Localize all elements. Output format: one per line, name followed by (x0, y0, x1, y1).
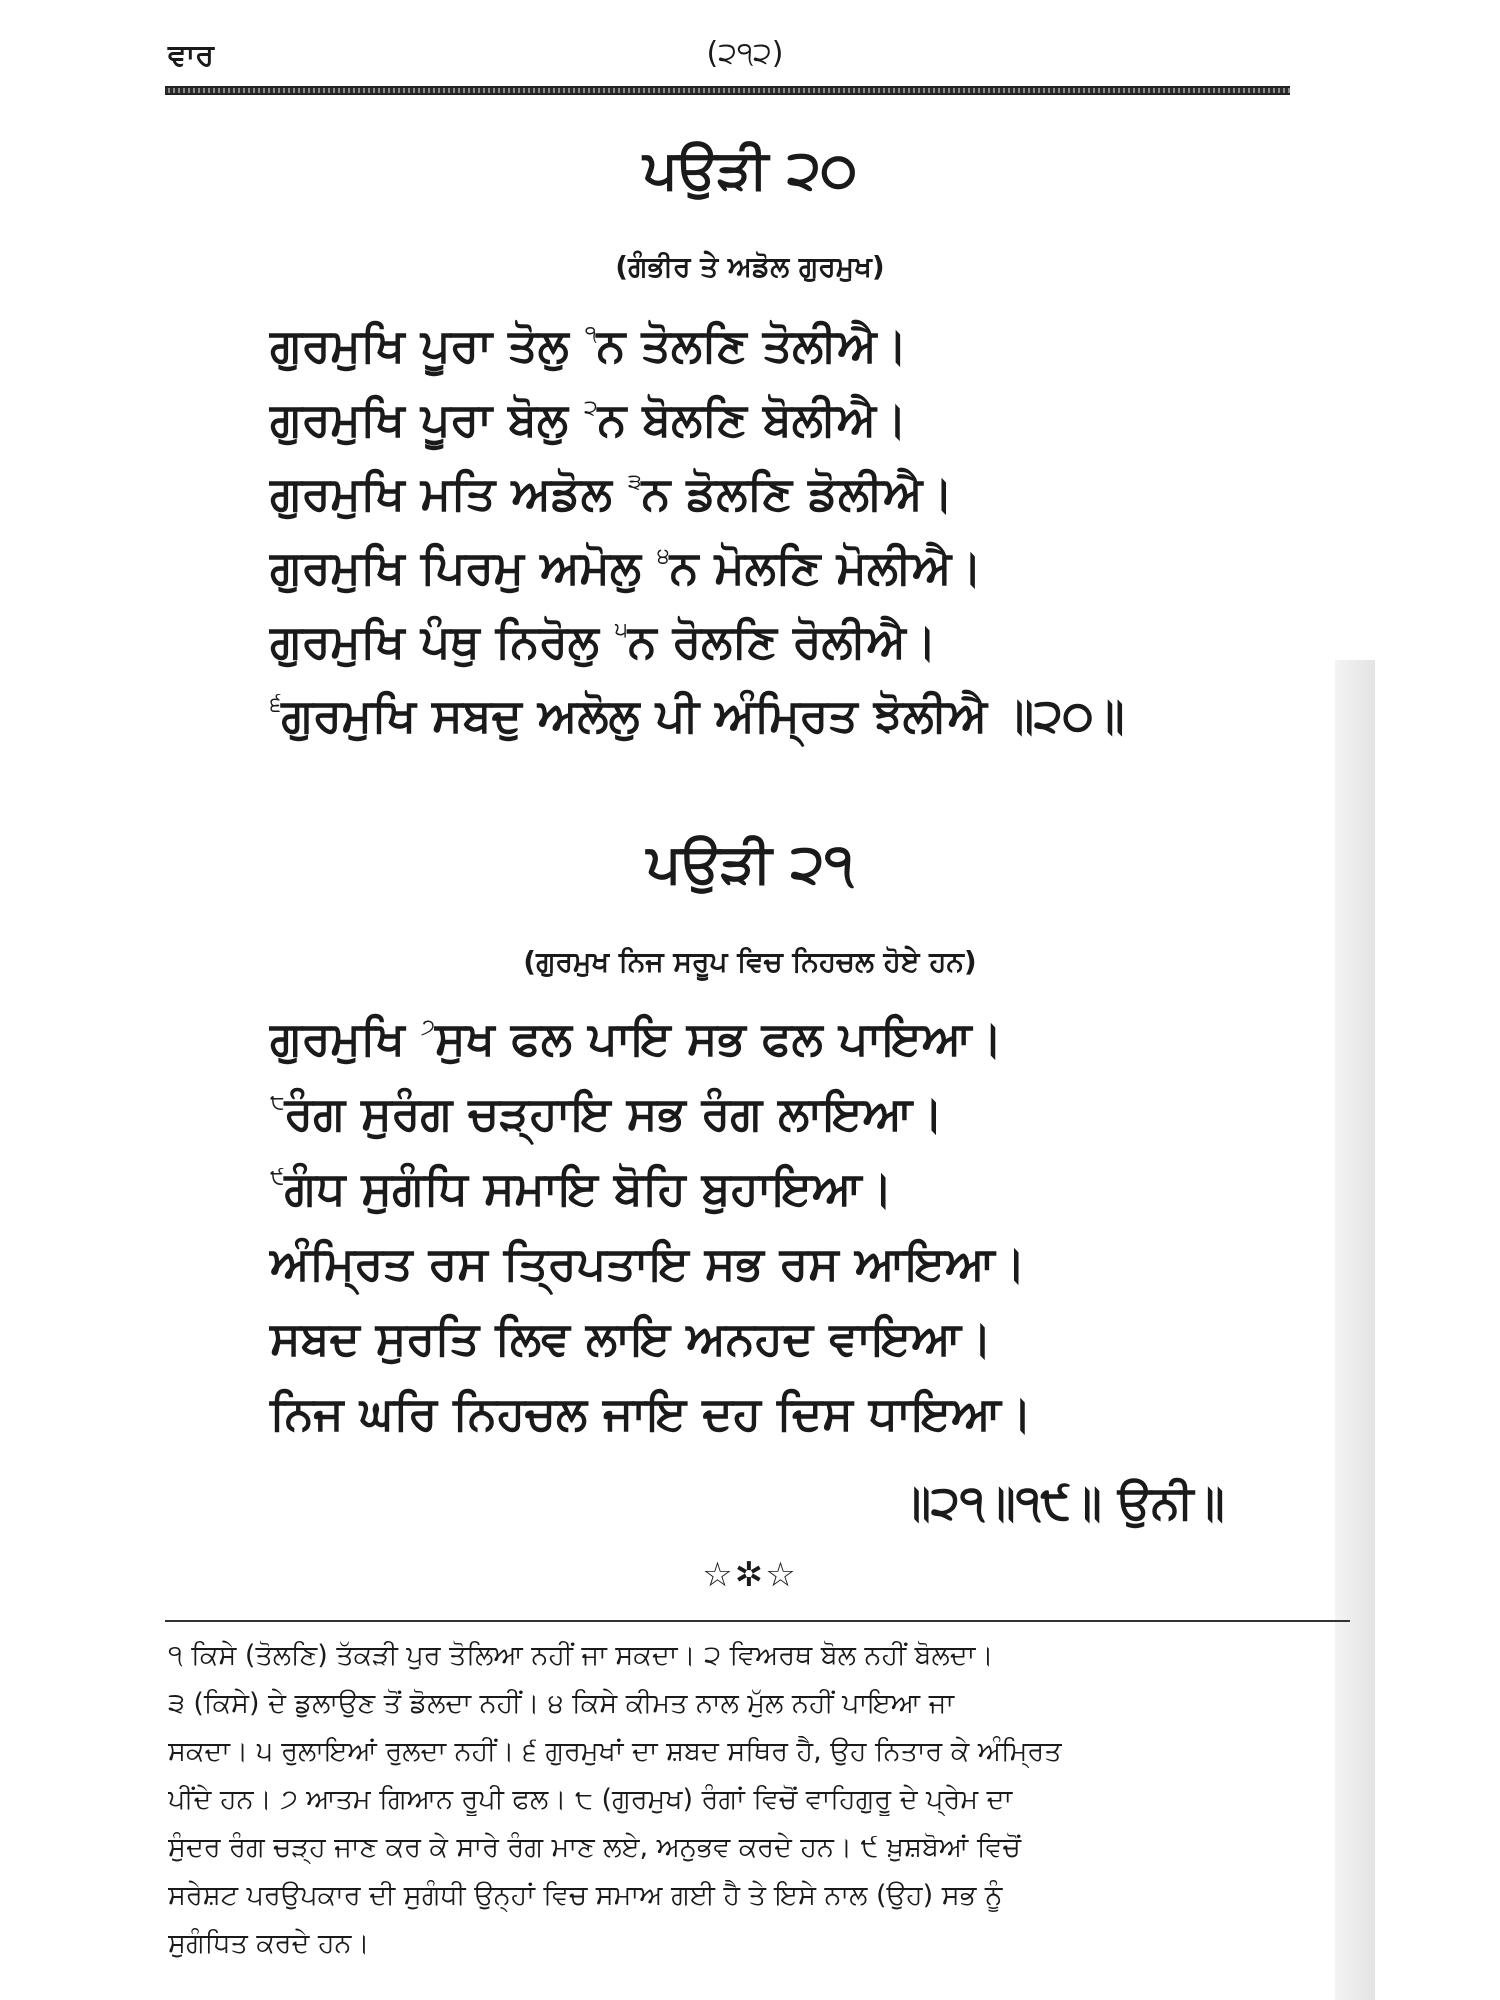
verse-text: ਨਿਜ ਘਰਿ ਨਿਹਚਲ ਜਾਇ ਦਹ ਦਿਸ ਧਾਇਆ। (270, 1386, 1033, 1440)
footnote-marker: ੯ (270, 1165, 285, 1190)
star-ornament-icon: ☆✲☆ (702, 1555, 798, 1595)
pauri-21-line-4 (270, 1236, 1270, 1290)
pauri-21-title: ਪਉੜੀ ੨੧ (646, 832, 854, 895)
pauri-20-line-6 (270, 688, 1350, 742)
pauri-20-line-2 (270, 392, 1270, 446)
pauri-21-closing: ॥੨੧॥੧੯॥ ਉਨੀ॥ (900, 1475, 1225, 1529)
pauri-20-line-1 (270, 318, 1270, 372)
footnote-marker: ੧ (584, 322, 597, 347)
footnote-line: ਸੁੰਦਰ ਰੰਗ ਚੜ੍ਹ ਜਾਣ ਕਰ ਕੇ ਸਾਰੇ ਰੰਗ ਮਾਣ ਲਏ, ਅਨੁਭਵ ਕਰਦੇ ਹਨ। ੯ ਖ਼ੁਸ਼ਬੋਆਂ ਵਿਚੋਂ (168, 1832, 1021, 1863)
verse-text: ਰੰਗ ਸੁਰੰਗ ਚੜ੍ਹਾਇ ਸਭ ਰੰਗ ਲਾਇਆ। (284, 1086, 944, 1140)
pauri-21-line-1 (270, 1011, 1270, 1065)
footnote-line: ਸਰੇਸ਼ਟ ਪਰਉਪਕਾਰ ਦੀ ਸੁਗੰਧੀ ਉਨ੍ਹਾਂ ਵਿਚ ਸਮਾਅ ਗਈ ਹੈ ਤੇ ਇਸੇ ਨਾਲ (ਉਹ) ਸਭ ਨੂੰ (168, 1880, 1003, 1911)
verse-text: ਗੁਰਮੁਖਿ ਪਿਰਮੁ ਅਮੋਲੁ (270, 540, 658, 594)
verse-text: ਨ ਮੋਲਣਿ ਮੋਲੀਐ। (669, 540, 983, 594)
verse-text: ਗੁਰਮੁਖਿ ਸਬਦੁ ਅਲੋਲੁ ਪੀ ਅੰਮ੍ਰਿਤ ਝੋਲੀਐ ॥੨੦॥ (281, 688, 1125, 742)
verse-text: ਨ ਬੋਲਣਿ ਬੋਲੀਐ। (597, 392, 908, 446)
verse-text: ਨ ਡੋਲਣਿ ਡੋਲੀਐ। (641, 466, 954, 520)
verse-text: ਗੁਰਮੁਖਿ (270, 1011, 421, 1065)
verse-text: ਗੰਧ ਸੁਗੰਧਿ ਸਮਾਇ ਬੋਹਿ ਬੁਹਾਇਆ। (284, 1161, 893, 1215)
footnote-line: ੧ ਕਿਸੇ (ਤੋਲਣਿ) ਤੱਕੜੀ ਪੁਰ ਤੋਲਿਆ ਨਹੀਂ ਜਾ ਸਕਦਾ। ੨ ਵਿਅਰਥ ਬੋਲ ਨਹੀਂ ਬੋਲਦਾ। (168, 1640, 994, 1671)
footnote-marker: ੬ (270, 692, 282, 717)
verse-text: ਨ ਤੋਲਣਿ ਤੋਲੀਐ। (596, 318, 908, 372)
footnote-marker: ੨ (583, 396, 598, 421)
footnote-marker: ੮ (270, 1090, 285, 1115)
pauri-21-line-5 (270, 1311, 1270, 1365)
page-number: (੨੧੨) (706, 36, 784, 71)
pauri-20-title: ਪਉੜੀ ੨੦ (642, 138, 858, 201)
verse-text: ਸੁਖ ਫਲ ਪਾਇ ਸਭ ਫਲ ਪਾਇਆ। (435, 1011, 1003, 1065)
verse-text: ਗੁਰਮੁਖਿ ਪੰਥੁ ਨਿਰੋਲੁ (270, 614, 615, 668)
pauri-20-line-3 (270, 466, 1270, 520)
pauri-20-subtitle: (ਗੰਭੀਰ ਤੇ ਅਡੋਲ ਗੁਰਮੁਖ) (615, 250, 885, 283)
verse-text: ਗੁਰਮੁਖਿ ਮਤਿ ਅਡੋਲ (270, 466, 628, 520)
pauri-21-subtitle: (ਗੁਰਮੁਖ ਨਿਜ ਸਰੂਪ ਵਿਚ ਨਿਹਚਲ ਹੋਏ ਹਨ) (523, 945, 977, 978)
verse-text: ਸਬਦ ਸੁਰਤਿ ਲਿਵ ਲਾਇ ਅਨਹਦ ਵਾਇਆ। (270, 1311, 993, 1365)
footnote-line: ਸੁਗੰਧਿਤ ਕਰਦੇ ਹਨ। (168, 1928, 370, 1959)
verse-text: ਗੁਰਮੁਖਿ ਪੂਰਾ ਤੋਲੁ (270, 318, 585, 372)
footnote-line: ੩ (ਕਿਸੇ) ਦੇ ਡੁਲਾਉਣ ਤੋਂ ਡੋਲਦਾ ਨਹੀਂ। ੪ ਕਿਸੇ ਕੀਮਤ ਨਾਲ ਮੁੱਲ ਨਹੀਂ ਪਾਇਆ ਜਾ (168, 1688, 955, 1719)
footnote-line: ਪੀਂਦੇ ਹਨ। ੭ ਆਤਮ ਗਿਆਨ ਰੂਪੀ ਫਲ। ੮ (ਗੁਰਮੁਖ) ਰੰਗਾਂ ਵਿਚੋਂ ਵਾਹਿਗੁਰੂ ਦੇ ਪ੍ਰੇਮ ਦਾ (168, 1784, 1013, 1815)
header-rule (165, 86, 1290, 95)
verse-text: ਗੁਰਮੁਖਿ ਪੂਰਾ ਬੋਲੁ (270, 392, 584, 446)
pauri-20-line-4 (270, 540, 1270, 594)
footnote-marker: ੪ (657, 544, 670, 569)
footnote-marker: ੫ (614, 618, 628, 643)
footnote-marker: ੭ (420, 1015, 435, 1040)
footnote-divider (165, 1620, 1350, 1622)
pauri-21-line-2 (270, 1086, 1270, 1140)
pauri-20-line-5 (270, 614, 1270, 668)
verse-text: ਅੰਮ੍ਰਿਤ ਰਸ ਤ੍ਰਿਪਤਾਇ ਸਭ ਰਸ ਆਇਆ। (270, 1236, 1026, 1290)
footnote-line: ਸਕਦਾ। ੫ ਰੁਲਾਇਆਂ ਰੁਲਦਾ ਨਹੀਂ। ੬ ਗੁਰਮੁਖਾਂ ਦਾ ਸ਼ਬਦ ਸਥਿਰ ਹੈ, ਉਹ ਨਿਤਾਰ ਕੇ ਅੰਮ੍ਰਿਤ (168, 1736, 1062, 1767)
pauri-21-line-3 (270, 1161, 1270, 1215)
pauri-21-line-6 (270, 1386, 1270, 1440)
verse-text: ਨ ਰੋਲਣਿ ਰੋਲੀਐ। (627, 614, 937, 668)
footnote-marker: ੩ (627, 470, 642, 495)
running-head: ਵਾਰ (168, 38, 214, 73)
